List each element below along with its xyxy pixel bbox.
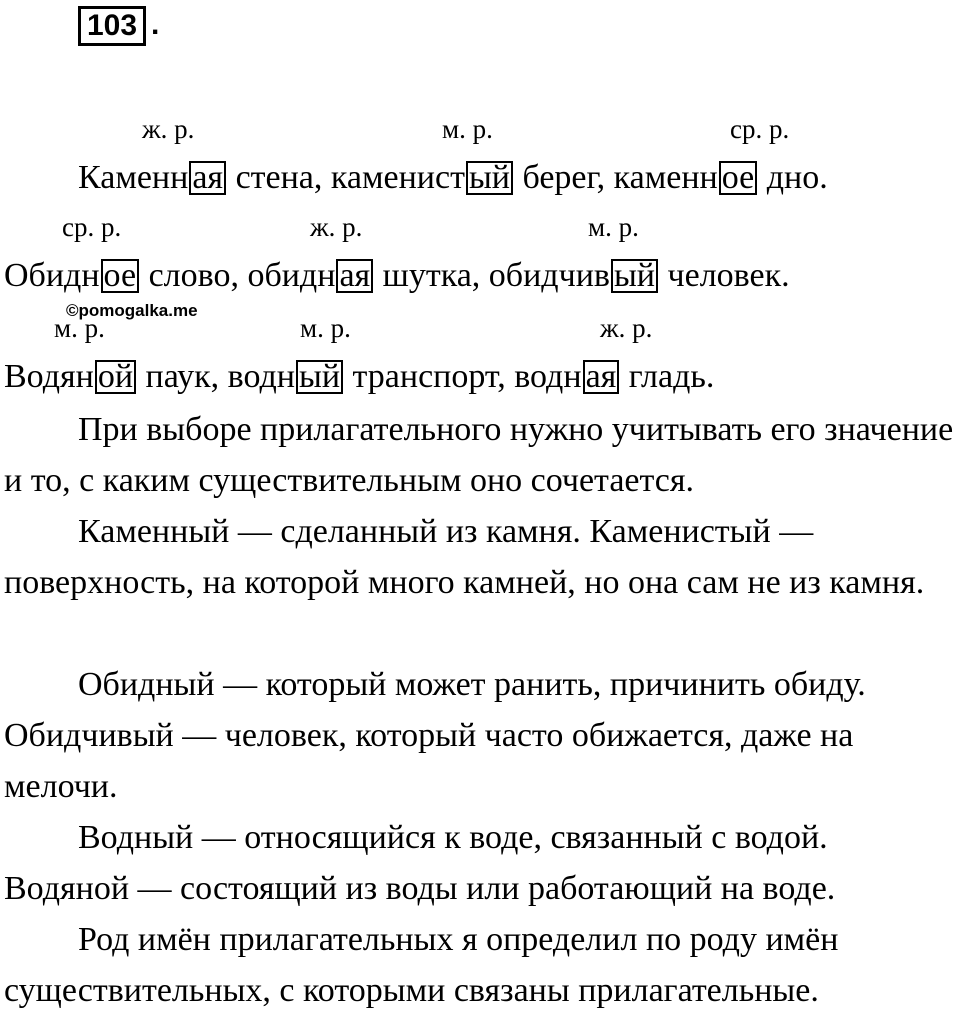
- word-text: человек.: [659, 257, 790, 294]
- explanation-paragraph: [4, 404, 956, 506]
- word-text: дно.: [758, 159, 828, 196]
- ending-box: ой: [95, 360, 136, 394]
- gender-label: м. р.: [588, 212, 639, 242]
- gender-label: ср. р.: [730, 114, 790, 144]
- gender-label: ж. р.: [600, 313, 653, 343]
- phrase-line-1: [78, 158, 828, 198]
- word-text: слово, обидн: [140, 257, 336, 294]
- paragraph-text: Каменный — сделанный из камня. Каменистый —: [78, 513, 814, 550]
- gender-label: ж. р.: [142, 114, 195, 144]
- exercise-number: 103: [78, 6, 146, 46]
- paragraph-text: значение и то, с каким существительным оно сочетается.: [4, 411, 954, 499]
- paragraph-text: Обидный — который может ранить, причинить: [78, 666, 766, 703]
- paragraph-text: Род имён прилагательных я определил по роду имён: [78, 921, 839, 958]
- word-text: стена, каменист: [227, 159, 465, 196]
- word-text: транспорт, водн: [344, 358, 582, 395]
- word-text: Каменн: [78, 159, 189, 196]
- ending-box: ая: [189, 161, 226, 195]
- gender-label: м. р.: [442, 114, 493, 144]
- ending-box: ый: [466, 161, 513, 195]
- word-text: берег, каменн: [513, 159, 718, 196]
- paragraph-text: поверхность, на которой много камней, но она сам не из камня.: [4, 564, 925, 601]
- gender-label: м. р.: [54, 313, 105, 343]
- ending-box: ое: [101, 259, 140, 293]
- ending-box: ая: [336, 259, 373, 293]
- explanation-paragraph: [4, 914, 956, 1016]
- word-text: шутка, обидчив: [374, 257, 610, 294]
- word-text: паук, водн: [137, 358, 295, 395]
- ending-box: ый: [611, 259, 658, 293]
- gender-label: ж. р.: [310, 212, 363, 242]
- phrase-line-3: [4, 357, 714, 397]
- paragraph-text: обиду. Обидчивый — человек, который часто обижается, даже на мелочи.: [4, 666, 866, 805]
- paragraph-text: При выборе прилагательного нужно учитывать его: [78, 411, 816, 448]
- word-text: гладь.: [620, 358, 715, 395]
- paragraph-text: Водный — относящийся к воде, связанный с водой.: [78, 819, 828, 856]
- ending-box: ый: [296, 360, 343, 394]
- explanation-paragraph: [4, 506, 956, 608]
- explanation-paragraph: [4, 812, 956, 914]
- ending-box: ое: [719, 161, 758, 195]
- watermark-text: ©pomogalka.me: [66, 301, 198, 320]
- ending-box: ая: [583, 360, 620, 394]
- gender-label: м. р.: [300, 313, 351, 343]
- paragraph-text: Водяной — состоящий из воды или работающий на воде.: [4, 870, 836, 907]
- gender-label: ср. р.: [62, 212, 122, 242]
- exercise-number-dot: .: [151, 8, 160, 41]
- word-text: Водян: [4, 358, 94, 395]
- word-text: Обидн: [4, 257, 100, 294]
- paragraph-text: существительных, с которыми связаны прилагательные.: [4, 972, 819, 1009]
- phrase-line-2: [4, 256, 790, 296]
- explanation-paragraph: [4, 659, 956, 812]
